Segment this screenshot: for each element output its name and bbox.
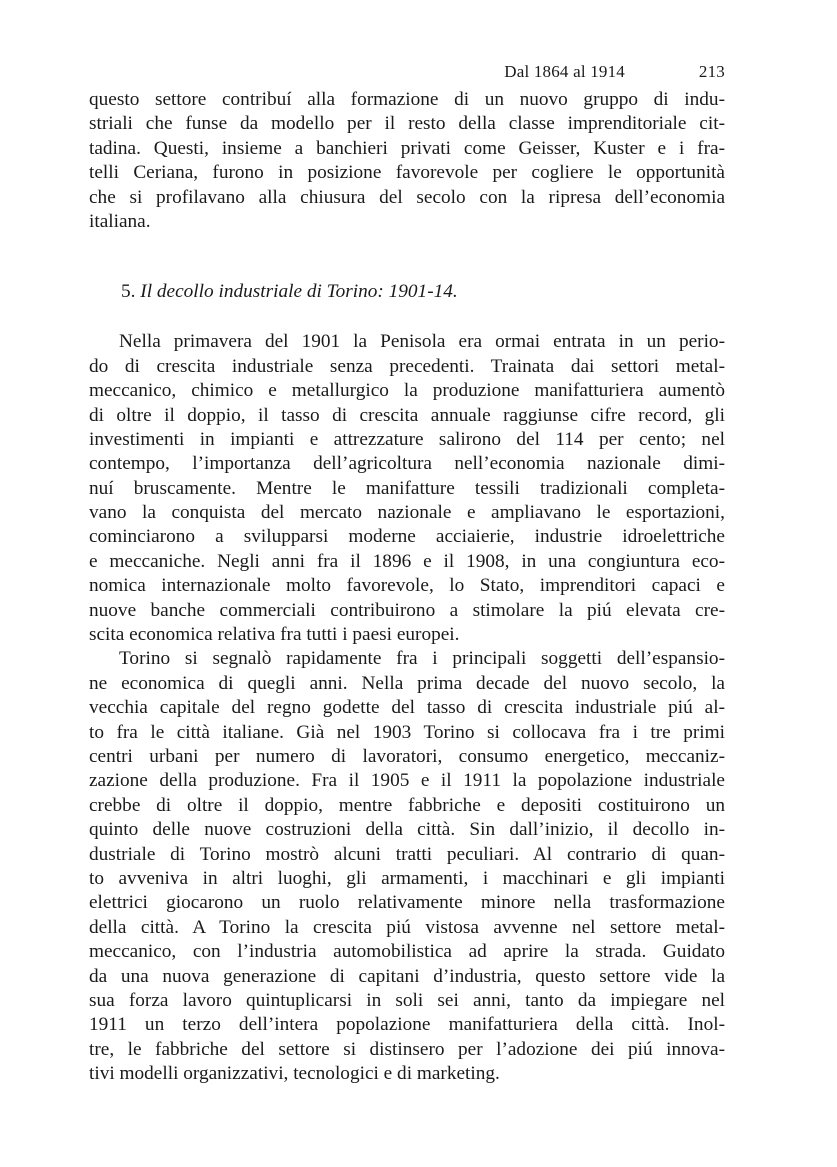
text-line: meccanico, con l’industria automobilistica ad aprire la strada. Guidato	[89, 941, 725, 963]
book-page	[89, 62, 725, 1086]
text-line: di oltre il doppio, il tasso di crescita annuale raggiunse cifre record, gli	[89, 404, 725, 426]
section-heading	[89, 280, 725, 304]
text-line: sua forza lavoro quintuplicarsi in soli sei anni, tanto da impiegare nel	[89, 989, 725, 1011]
text-line: crebbe di oltre il doppio, mentre fabbriche e depositi costituirono un	[89, 794, 725, 816]
text-line: ne economica di quegli anni. Nella prima decade del nuovo secolo, la	[89, 672, 725, 694]
text-line: nomica internazionale molto favorevole, lo Stato, imprenditori capaci e	[89, 575, 725, 597]
text-line: investimenti in impianti e attrezzature salirono del 114 per cento; nel	[89, 428, 725, 450]
section-number: 5.	[121, 281, 136, 303]
text-line: tadina. Questi, insieme a banchieri privati come Geisser, Kuster e i fra-	[89, 137, 725, 159]
text-line: to avveniva in altri luoghi, gli armamenti, i macchinari e gli impianti	[89, 867, 725, 889]
text-line: 1911 un terzo dell’intera popolazione manifatturiera della città. Inol-	[89, 1014, 725, 1036]
text-line: che si profilavano alla chiusura del secolo con la ripresa dell’economia	[89, 186, 725, 208]
text-line: do di crescita industriale senza precedenti. Trainata dai settori metal-	[89, 355, 725, 377]
paragraph-2	[89, 647, 725, 1086]
text-line: dustriale di Torino mostrò alcuni tratti peculiari. Al contrario di quan-	[89, 843, 725, 865]
text-line: contempo, l’importanza dell’agricoltura nell’economia nazionale dimi-	[89, 453, 725, 475]
text-line: nuove banche commerciali contribuirono a stimolare la piú elevata cre-	[89, 599, 725, 621]
running-title: Dal 1864 al 1914	[504, 62, 625, 81]
text-line: questo settore contribuí alla formazione di un nuovo gruppo di indu-	[89, 89, 725, 110]
text-line: e meccaniche. Negli anni fra il 1896 e il 1908, in una congiuntura eco-	[89, 550, 725, 572]
text-line: telli Ceriana, furono in posizione favorevole per cogliere le opportunità	[89, 162, 725, 184]
text-line: vano la conquista del mercato nazionale e ampliavano le esportazioni,	[89, 502, 725, 524]
text-line: elettrici giocarono un ruolo relativamente minore nella trasformazione	[89, 892, 725, 914]
running-head	[89, 62, 725, 88]
text-line: Nella primavera del 1901 la Penisola era ormai entrata in un perio-	[119, 331, 725, 353]
text-line: della città. A Torino la crescita piú vistosa avvenne nel settore metal-	[89, 916, 725, 938]
text-line: vecchia capitale del regno godette del tasso di crescita industriale piú al-	[89, 697, 725, 719]
text-line: tivi modelli organizzativi, tecnologici e di marketing.	[89, 1063, 500, 1085]
text-line: italiana.	[89, 210, 151, 232]
text-line: centri urbani per numero di lavoratori, consumo energetico, meccaniz-	[89, 745, 725, 767]
text-line: tre, le fabbriche del settore si distinsero per l’adozione dei piú innova-	[89, 1038, 725, 1060]
text-line: Torino si segnalò rapidamente fra i principali soggetti dell’espansio-	[119, 648, 725, 670]
text-line: quinto delle nuove costruzioni della città. Sin dall’inizio, il decollo in-	[89, 819, 725, 841]
text-line: cominciarono a svilupparsi moderne acciaierie, industrie idroelettriche	[89, 526, 725, 548]
page-number: 213	[698, 62, 725, 81]
text-line: zazione della produzione. Fra il 1905 e il 1911 la popolazione industriale	[89, 770, 725, 792]
text-line: striali che funse da modello per il resto della classe imprenditoriale cit-	[89, 113, 725, 135]
text-line: meccanico, chimico e metallurgico la produzione manifatturiera aumentò	[89, 380, 725, 402]
text-line: nuí bruscamente. Mentre le manifatture tessili tradizionali completa-	[89, 477, 725, 499]
section-title: Il decollo industriale di Torino: 1901-14.	[140, 281, 458, 303]
text-line: scita economica relativa fra tutti i paesi europei.	[89, 624, 460, 646]
text-line: da una nuova generazione di capitani d’industria, questo settore vide la	[89, 965, 725, 987]
text-line: to fra le città italiane. Già nel 1903 Torino si collocava fra i tre primi	[89, 721, 725, 743]
paragraph-1	[89, 330, 725, 647]
intro-paragraph	[89, 88, 725, 234]
